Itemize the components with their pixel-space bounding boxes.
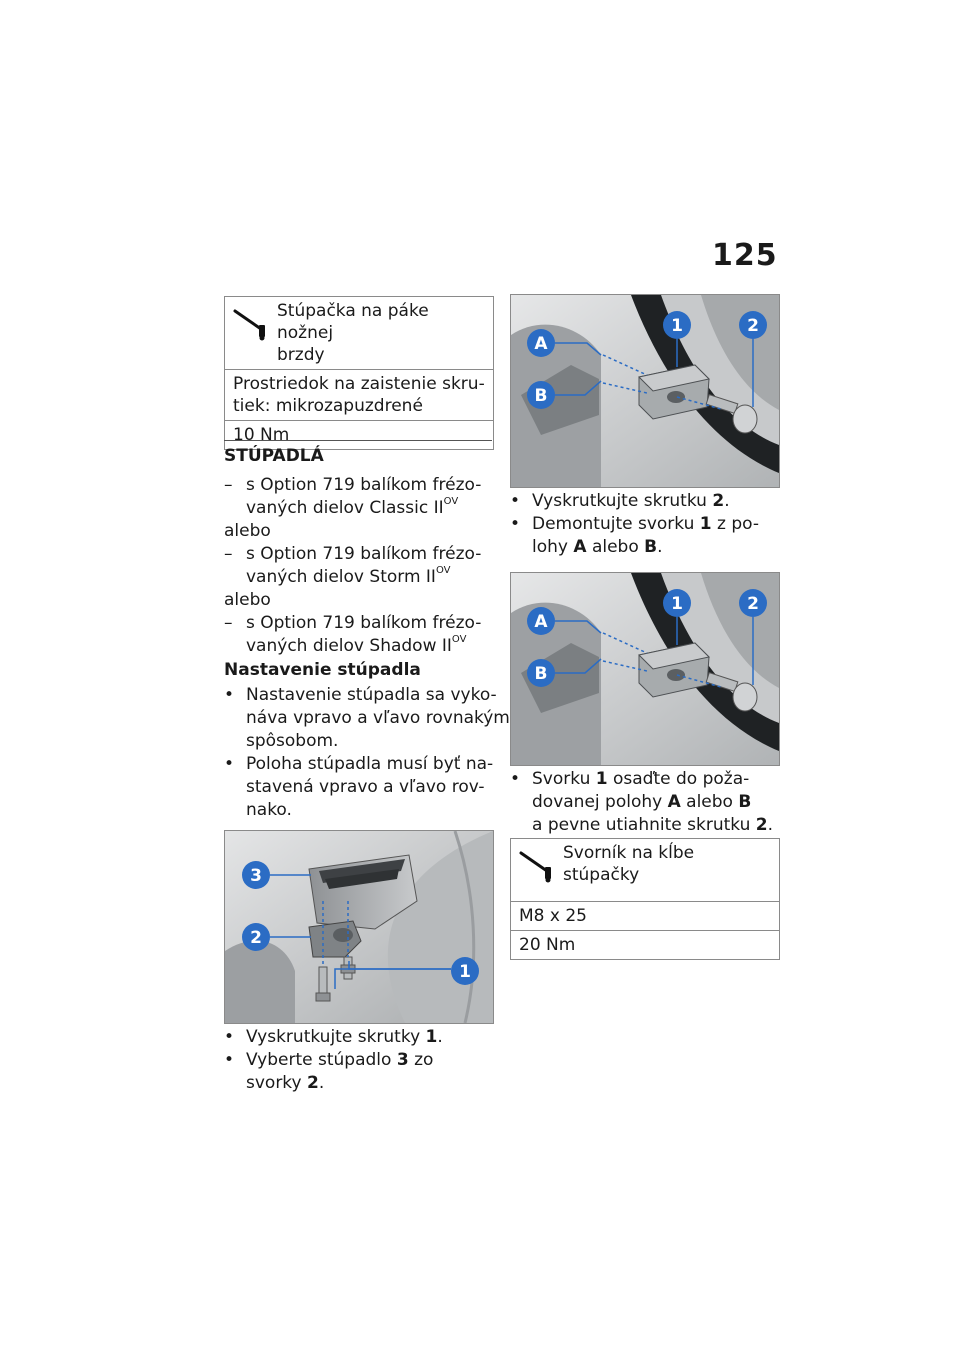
adjust-bullet-2-line2: stavená vpravo a vľavo rov-	[246, 777, 485, 797]
figure1-callouts	[225, 831, 493, 1023]
torque-table-header	[225, 297, 493, 370]
fig2-bullet-2-line1: • Demontujte svorku 1 z po-	[510, 514, 760, 534]
fig3-bullet-line2: dovanej polohy A alebo B	[532, 792, 752, 812]
figure-clamp-install	[510, 572, 780, 766]
section-rule	[224, 440, 492, 441]
callout-B: B	[534, 664, 548, 684]
torque-table-footpeg-pivot	[510, 838, 780, 960]
torque-table-2-row-size: M8 x 25	[511, 902, 779, 931]
option-item-3-line1: – s Option 719 balíkom frézo-	[224, 613, 482, 633]
figure3-bullets	[510, 768, 780, 837]
callout-A: A	[534, 334, 548, 354]
page-number: 125	[712, 238, 778, 273]
option-item-1-line1: – s Option 719 balíkom frézo-	[224, 475, 482, 495]
locking-agent-line2: tiek: mikrozapuzdrené	[233, 396, 423, 416]
locking-agent-line1: Prostriedok na zaistenie skru-	[233, 374, 485, 394]
option-item-2-line1: – s Option 719 balíkom frézo-	[224, 544, 482, 564]
callout-A: A	[534, 612, 548, 632]
fig3-bullet-line3: a pevne utiahnite skrutku 2.	[532, 815, 774, 835]
callout-3: 3	[250, 866, 262, 886]
callout-1: 1	[671, 594, 683, 614]
fig1-bullet-2-line2: svorky 2.	[246, 1073, 325, 1093]
callout-1: 1	[459, 962, 471, 982]
fig1-bullet-1: • Vyskrutkujte skrutky 1.	[224, 1027, 443, 1047]
adjust-bullet-1-line2: náva vpravo a vľavo rovnakým	[246, 708, 510, 728]
callout-2: 2	[747, 316, 759, 336]
torque-table-brake-pedal	[224, 296, 494, 450]
fig1-bullet-2-line1: • Vyberte stúpadlo 3 zo	[224, 1050, 434, 1070]
fig3-bullet-line1: • Svorku 1 osaďte do poža-	[510, 769, 750, 789]
figure1-bullets	[224, 1026, 494, 1095]
callout-2: 2	[250, 928, 262, 948]
torque-table-2-row-value: 20 Nm	[511, 931, 779, 960]
option-item-2-line2: vaných dielov Storm $II^{OV}$	[246, 565, 451, 587]
alebo-2: alebo	[224, 590, 271, 610]
subheading-adjust: Nastavenie stúpadla	[224, 660, 421, 680]
torque-table-row-locking-agent	[225, 370, 493, 421]
adjust-bullet-2-line3: nako.	[246, 800, 292, 820]
adjust-bullet-1-line1: • Nastavenie stúpadla sa vyko-	[224, 685, 497, 705]
alebo-1: alebo	[224, 521, 271, 541]
option-item-1-line2: vaných dielov Classic $II^{OV}$	[246, 496, 459, 518]
figure-clamp-removal	[510, 294, 780, 488]
callout-1: 1	[671, 316, 683, 336]
figure2-bullets	[510, 490, 780, 559]
adjust-bullet-2-line1: • Poloha stúpadla musí byť na-	[224, 754, 494, 774]
figure-footpeg-removal	[224, 830, 494, 1024]
fig2-bullet-1: • Vyskrutkujte skrutku 2.	[510, 491, 730, 511]
torque-wrench-icon	[233, 307, 269, 341]
option-item-3-line2: vaných dielov Shadow $II^{OV}$	[246, 634, 467, 656]
torque-table-row-value: 10 Nm	[225, 421, 493, 450]
fig2-bullet-2-line2: lohy A alebo B.	[532, 537, 663, 557]
torque-table-2-title: Svorník na kĺbe stúpačky	[563, 843, 695, 885]
figure2-callouts	[511, 295, 779, 487]
torque-wrench-icon	[519, 849, 555, 883]
torque-table-title-line2: brzdy	[277, 345, 325, 365]
callout-2: 2	[747, 594, 759, 614]
option-list	[224, 474, 494, 658]
torque-table-title-line1: Stúpačka na páke nožnej	[277, 301, 429, 343]
section-heading: STÚPADLÁ	[224, 446, 324, 466]
torque-table-2-header	[511, 839, 779, 902]
adjust-bullets	[224, 684, 510, 822]
callout-B: B	[534, 386, 548, 406]
figure3-callouts	[511, 573, 779, 765]
adjust-bullet-1-line3: spôsobom.	[246, 731, 339, 751]
